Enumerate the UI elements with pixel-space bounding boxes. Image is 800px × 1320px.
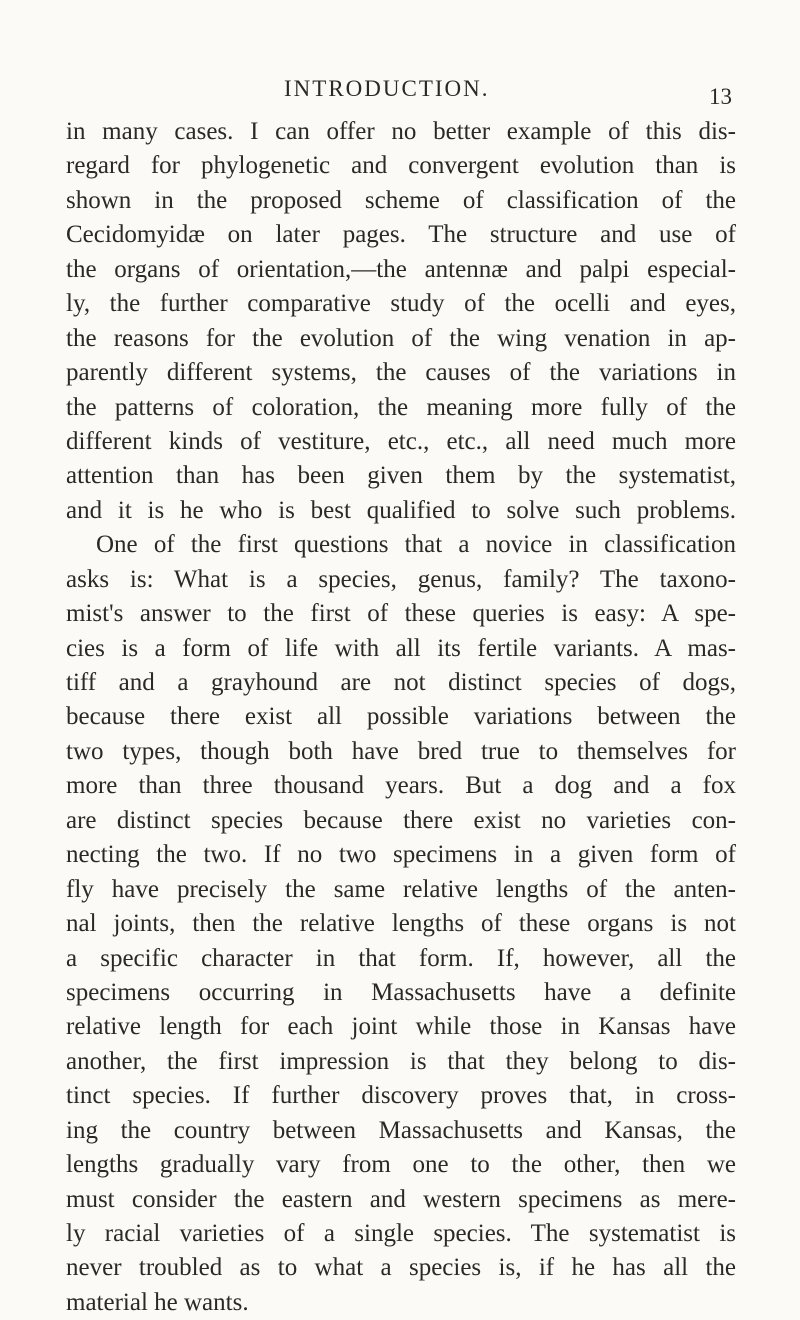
text-line: ly, the further comparative study of the ocelli and eyes, bbox=[66, 290, 736, 318]
text-line: in many cases. I can offer no better example of this dis- bbox=[66, 118, 736, 145]
text-line: attention than has been given them by the systematist, bbox=[66, 462, 736, 490]
text-line: more than three thousand years. But a dog and a fox bbox=[66, 772, 736, 800]
text-line: Cecidomyidæ on later pages. The structure and use of bbox=[66, 221, 736, 249]
text-line: shown in the proposed scheme of classification of the bbox=[66, 186, 736, 214]
text-line: lengths gradually vary from one to the other, then we bbox=[66, 1151, 736, 1179]
text-line: and it is he who is best qualified to solve such problems. bbox=[66, 496, 736, 524]
text-line: a specific character in that form. If, however, all the bbox=[66, 944, 736, 972]
text-line: are distinct species because there exist no varieties con- bbox=[66, 806, 736, 834]
text-line: asks is: What is a species, genus, family? The taxono- bbox=[66, 565, 736, 593]
text-line: parently different systems, the causes of the variations in bbox=[66, 359, 736, 387]
text-line: ly racial varieties of a single species. The systematist is bbox=[66, 1220, 736, 1247]
text-line: the reasons for the evolution of the wing venation in ap- bbox=[66, 324, 736, 352]
text-line: regard for phylogenetic and convergent evolution than is bbox=[66, 152, 736, 180]
text-line: another, the first impression is that they belong to dis- bbox=[66, 1047, 736, 1075]
text-line: tinct species. If further discovery proves that, in cross- bbox=[66, 1082, 736, 1110]
text-line: because there exist all possible variations between the bbox=[66, 703, 736, 731]
text-line: specimens occurring in Massachusetts have a definite bbox=[66, 978, 736, 1006]
text-line: cies is a form of life with all its fertile variants. A mas- bbox=[66, 634, 736, 662]
text-line: nal joints, then the relative lengths of these organs is not bbox=[66, 910, 736, 938]
text-line: two types, though both have bred true to themselves for bbox=[66, 737, 736, 765]
paragraph-start-line: One of the first questions that a novice in classification bbox=[96, 531, 736, 559]
text-line: never troubled as to what a species is, if he has all the bbox=[66, 1254, 736, 1282]
running-title: INTRODUCTION. bbox=[284, 76, 490, 101]
body-text bbox=[66, 115, 736, 1320]
text-line: mist's answer to the first of these queries is easy: A spe- bbox=[66, 600, 736, 628]
text-line: fly have precisely the same relative lengths of the anten- bbox=[66, 875, 736, 903]
text-line: different kinds of vestiture, etc., etc., all need much more bbox=[66, 427, 736, 455]
text-line: ing the country between Massachusetts and Kansas, the bbox=[66, 1116, 736, 1144]
text-line: necting the two. If no two specimens in a given form of bbox=[66, 841, 736, 869]
text-line-last: material he wants. bbox=[66, 1288, 249, 1316]
running-head bbox=[0, 70, 800, 110]
text-line: must consider the eastern and western specimens as mere- bbox=[66, 1185, 736, 1213]
text-line: tiff and a grayhound are not distinct species of dogs, bbox=[66, 669, 736, 696]
text-line: the organs of orientation,—the antennæ and palpi especial- bbox=[66, 255, 736, 283]
page-number: 13 bbox=[709, 84, 732, 109]
text-line: relative length for each joint while those in Kansas have bbox=[66, 1013, 736, 1041]
text-line: the patterns of coloration, the meaning more fully of the bbox=[66, 393, 736, 421]
